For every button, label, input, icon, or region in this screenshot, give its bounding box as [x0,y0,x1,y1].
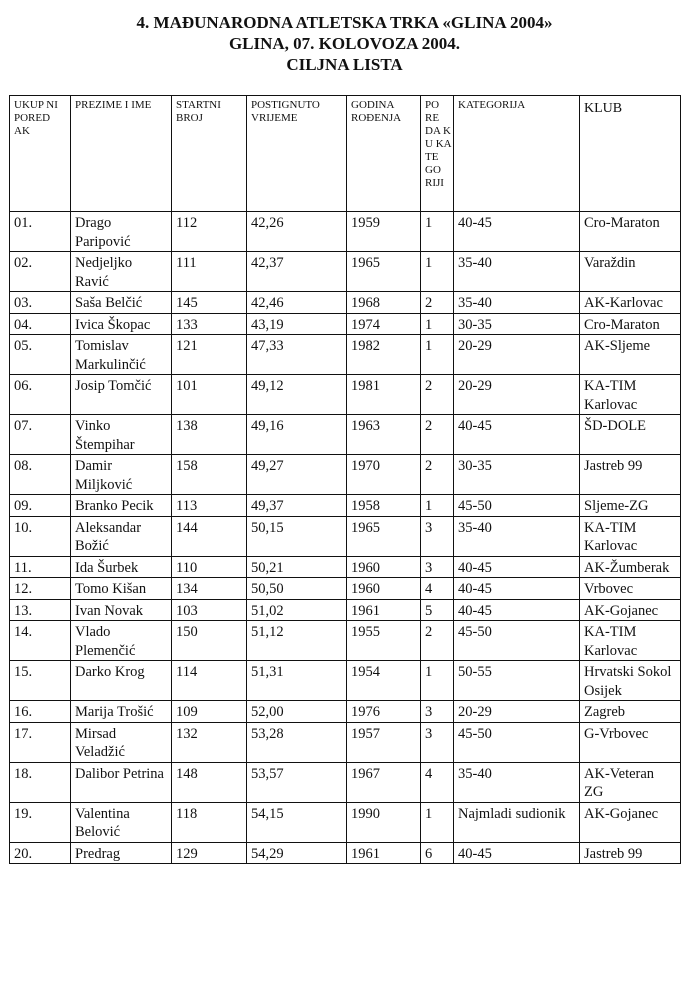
cell-name: Drago Paripović [71,212,172,252]
cell-rank: 11. [10,556,71,578]
cell-name: Vlado Plemenčić [71,621,172,661]
cell-name: Vinko Štempihar [71,415,172,455]
cell-time: 53,28 [247,722,347,762]
col-header-club: KLUB [580,96,681,212]
table-row [10,762,681,802]
cell-time: 51,12 [247,621,347,661]
col-header-rank: UKUP NI PORED AK [10,96,71,212]
cell-name: Mirsad Veladžić [71,722,172,762]
list-title: CILJNA LISTA [286,55,403,74]
cell-rank: 19. [10,802,71,842]
cell-category-rank: 1 [421,495,454,517]
cell-bib: 121 [172,335,247,375]
cell-category: 40-45 [454,556,580,578]
table-row [10,722,681,762]
cell-club: AK-Veteran ZG [580,762,681,802]
cell-name: Tomislav Markulinčić [71,335,172,375]
col-header-name: PREZIME I IME [71,96,172,212]
cell-year: 1967 [347,762,421,802]
cell-year: 1990 [347,802,421,842]
cell-year: 1965 [347,516,421,556]
cell-category: 45-50 [454,621,580,661]
cell-bib: 150 [172,621,247,661]
cell-bib: 111 [172,252,247,292]
cell-time: 54,29 [247,842,347,864]
cell-category: 40-45 [454,842,580,864]
cell-name: Saša Belčić [71,292,172,314]
cell-time: 49,37 [247,495,347,517]
cell-year: 1981 [347,375,421,415]
table-row [10,415,681,455]
cell-bib: 109 [172,701,247,723]
cell-bib: 103 [172,599,247,621]
cell-category-rank: 2 [421,621,454,661]
col-header-category-rank: PO RE DA K U KA TE GO RIJI [421,96,454,212]
cell-club: AK-Sljeme [580,335,681,375]
cell-year: 1974 [347,313,421,335]
cell-category: 45-50 [454,722,580,762]
cell-year: 1955 [347,621,421,661]
cell-bib: 118 [172,802,247,842]
cell-bib: 132 [172,722,247,762]
cell-club: Cro-Maraton [580,313,681,335]
cell-rank: 18. [10,762,71,802]
cell-year: 1954 [347,661,421,701]
cell-bib: 144 [172,516,247,556]
cell-bib: 114 [172,661,247,701]
cell-name: Predrag [71,842,172,864]
cell-year: 1960 [347,578,421,600]
cell-rank: 03. [10,292,71,314]
cell-club: Jastreb 99 [580,842,681,864]
race-place-date: GLINA, 07. KOLOVOZA 2004. [228,34,461,53]
cell-category: Najmladi sudionik [454,802,580,842]
cell-club: AK-Žumberak [580,556,681,578]
cell-bib: 145 [172,292,247,314]
cell-rank: 05. [10,335,71,375]
table-row [10,455,681,495]
race-title: 4. MAĐUNARODNA ATLETSKA TRKA «GLINA 2004» [136,13,553,32]
cell-category-rank: 3 [421,516,454,556]
cell-year: 1968 [347,292,421,314]
cell-time: 52,00 [247,701,347,723]
cell-rank: 10. [10,516,71,556]
cell-year: 1958 [347,495,421,517]
cell-time: 50,15 [247,516,347,556]
table-row [10,335,681,375]
cell-rank: 14. [10,621,71,661]
cell-time: 54,15 [247,802,347,842]
table-row [10,252,681,292]
cell-year: 1976 [347,701,421,723]
col-header-year: GODINA ROĐENJA [347,96,421,212]
cell-name: Ida Šurbek [71,556,172,578]
cell-club: G-Vrbovec [580,722,681,762]
cell-year: 1963 [347,415,421,455]
cell-category: 40-45 [454,578,580,600]
cell-category-rank: 4 [421,762,454,802]
cell-name: Aleksandar Božić [71,516,172,556]
cell-club: KA-TIM Karlovac [580,621,681,661]
cell-category-rank: 2 [421,415,454,455]
table-row [10,621,681,661]
cell-category: 45-50 [454,495,580,517]
cell-club: Cro-Maraton [580,212,681,252]
cell-rank: 12. [10,578,71,600]
cell-category-rank: 1 [421,252,454,292]
cell-name: Marija Trošić [71,701,172,723]
cell-time: 47,33 [247,335,347,375]
cell-category: 40-45 [454,212,580,252]
cell-time: 42,37 [247,252,347,292]
cell-category: 35-40 [454,252,580,292]
table-row [10,802,681,842]
cell-rank: 01. [10,212,71,252]
cell-category: 35-40 [454,762,580,802]
cell-club: ŠD-DOLE [580,415,681,455]
cell-bib: 138 [172,415,247,455]
cell-category-rank: 3 [421,556,454,578]
table-row [10,292,681,314]
document-header [0,12,689,75]
cell-year: 1959 [347,212,421,252]
cell-category: 40-45 [454,415,580,455]
cell-club: Sljeme-ZG [580,495,681,517]
cell-rank: 02. [10,252,71,292]
cell-category-rank: 2 [421,375,454,415]
cell-name: Darko Krog [71,661,172,701]
cell-time: 49,16 [247,415,347,455]
table-row [10,661,681,701]
cell-category-rank: 1 [421,313,454,335]
cell-rank: 15. [10,661,71,701]
cell-bib: 148 [172,762,247,802]
cell-bib: 133 [172,313,247,335]
cell-rank: 16. [10,701,71,723]
cell-category-rank: 2 [421,292,454,314]
cell-rank: 04. [10,313,71,335]
cell-category: 20-29 [454,701,580,723]
table-row [10,556,681,578]
cell-time: 43,19 [247,313,347,335]
cell-rank: 09. [10,495,71,517]
table-row [10,313,681,335]
cell-category-rank: 1 [421,212,454,252]
cell-name: Branko Pecik [71,495,172,517]
cell-time: 42,26 [247,212,347,252]
cell-year: 1961 [347,842,421,864]
cell-rank: 13. [10,599,71,621]
cell-year: 1957 [347,722,421,762]
cell-category-rank: 2 [421,455,454,495]
cell-name: Ivan Novak [71,599,172,621]
cell-category: 35-40 [454,292,580,314]
cell-time: 50,21 [247,556,347,578]
cell-category: 20-29 [454,335,580,375]
cell-name: Valentina Belović [71,802,172,842]
col-header-bib: STARTNI BROJ [172,96,247,212]
cell-club: Jastreb 99 [580,455,681,495]
cell-bib: 113 [172,495,247,517]
cell-rank: 06. [10,375,71,415]
cell-name: Dalibor Petrina [71,762,172,802]
cell-year: 1960 [347,556,421,578]
cell-club: AK-Karlovac [580,292,681,314]
cell-club: KA-TIM Karlovac [580,375,681,415]
cell-rank: 08. [10,455,71,495]
cell-time: 53,57 [247,762,347,802]
table-row [10,578,681,600]
cell-time: 42,46 [247,292,347,314]
table-row [10,701,681,723]
cell-club: Zagreb [580,701,681,723]
cell-time: 50,50 [247,578,347,600]
header-row [10,96,681,212]
cell-year: 1965 [347,252,421,292]
results-body [10,212,681,864]
cell-club: Varaždin [580,252,681,292]
results-table [9,95,681,864]
cell-year: 1961 [347,599,421,621]
cell-name: Josip Tomčić [71,375,172,415]
cell-category-rank: 1 [421,335,454,375]
table-row [10,212,681,252]
cell-category-rank: 3 [421,701,454,723]
col-header-category: KATEGORIJA [454,96,580,212]
cell-name: Damir Miljković [71,455,172,495]
cell-category-rank: 1 [421,661,454,701]
cell-time: 49,27 [247,455,347,495]
cell-name: Tomo Kišan [71,578,172,600]
cell-category: 40-45 [454,599,580,621]
cell-rank: 17. [10,722,71,762]
cell-bib: 134 [172,578,247,600]
cell-name: Nedjeljko Ravić [71,252,172,292]
table-row [10,495,681,517]
cell-time: 51,31 [247,661,347,701]
cell-category-rank: 4 [421,578,454,600]
table-row [10,599,681,621]
cell-club: Vrbovec [580,578,681,600]
cell-category-rank: 6 [421,842,454,864]
cell-category-rank: 1 [421,802,454,842]
cell-rank: 20. [10,842,71,864]
cell-category: 35-40 [454,516,580,556]
cell-bib: 158 [172,455,247,495]
cell-year: 1970 [347,455,421,495]
cell-category-rank: 3 [421,722,454,762]
col-header-time: POSTIGNUTO VRIJEME [247,96,347,212]
cell-club: AK-Gojanec [580,599,681,621]
cell-bib: 112 [172,212,247,252]
cell-bib: 129 [172,842,247,864]
table-row [10,375,681,415]
cell-category: 50-55 [454,661,580,701]
cell-club: Hrvatski Sokol Osijek [580,661,681,701]
cell-rank: 07. [10,415,71,455]
cell-category: 30-35 [454,313,580,335]
cell-club: AK-Gojanec [580,802,681,842]
table-row [10,842,681,864]
cell-year: 1982 [347,335,421,375]
cell-category: 20-29 [454,375,580,415]
cell-category-rank: 5 [421,599,454,621]
cell-time: 49,12 [247,375,347,415]
cell-club: KA-TIM Karlovac [580,516,681,556]
table-row [10,516,681,556]
cell-category: 30-35 [454,455,580,495]
cell-time: 51,02 [247,599,347,621]
cell-bib: 110 [172,556,247,578]
cell-bib: 101 [172,375,247,415]
cell-name: Ivica Škopac [71,313,172,335]
